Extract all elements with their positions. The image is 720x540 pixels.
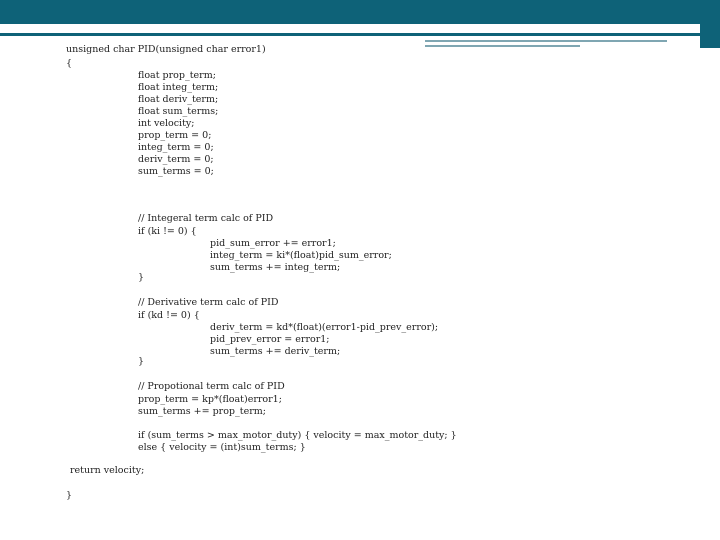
- deriv-comment: // Derivative term calc of PID: [138, 297, 279, 308]
- deriv-line-1: deriv_term = kd*(float)(error1-pid_prev_error);: [210, 322, 439, 333]
- decl-sum-terms: float sum_terms;: [138, 106, 219, 117]
- clamp-if: if (sum_terms > max_motor_duty) { velocity = max_motor_duty; }: [138, 430, 457, 441]
- init-sum-terms: sum_terms = 0;: [138, 166, 214, 177]
- decl-velocity: int velocity;: [138, 118, 195, 129]
- decl-prop-term: float prop_term;: [138, 70, 216, 81]
- init-integ-term: integ_term = 0;: [138, 142, 214, 153]
- header-band: [0, 0, 720, 24]
- decl-integ-term: float integ_term;: [138, 82, 219, 93]
- clamp-else: else { velocity = (int)sum_terms; }: [138, 442, 306, 453]
- deriv-if: if (kd != 0) {: [138, 310, 200, 321]
- header-accent-rule-right: [425, 33, 700, 36]
- deriv-line-2: pid_prev_error = error1;: [210, 334, 330, 345]
- function-signature: unsigned char PID(unsigned char error1): [66, 44, 266, 55]
- init-deriv-term: deriv_term = 0;: [138, 154, 214, 165]
- prop-line-1: prop_term = kp*(float)error1;: [138, 394, 282, 405]
- integ-comment: // Integeral term calc of PID: [138, 213, 274, 224]
- deriv-line-3: sum_terms += deriv_term;: [210, 346, 341, 357]
- header-band-corner: [700, 0, 720, 48]
- open-brace: {: [66, 58, 73, 69]
- integ-if: if (ki != 0) {: [138, 226, 197, 237]
- return-statement: return velocity;: [70, 465, 145, 476]
- integ-line-2: integ_term = ki*(float)pid_sum_error;: [210, 250, 392, 261]
- prop-line-2: sum_terms += prop_term;: [138, 406, 266, 417]
- header-rule-light: [425, 40, 667, 42]
- init-prop-term: prop_term = 0;: [138, 130, 212, 141]
- integ-line-1: pid_sum_error += error1;: [210, 238, 336, 249]
- decl-deriv-term: float deriv_term;: [138, 94, 219, 105]
- integ-close: }: [138, 272, 145, 283]
- prop-comment: // Propotional term calc of PID: [138, 381, 285, 392]
- deriv-close: }: [138, 356, 145, 367]
- header-rule-light-short: [425, 45, 580, 47]
- close-brace: }: [66, 490, 73, 501]
- header-accent-rule-left: [0, 33, 425, 36]
- integ-line-3: sum_terms += integ_term;: [210, 262, 341, 273]
